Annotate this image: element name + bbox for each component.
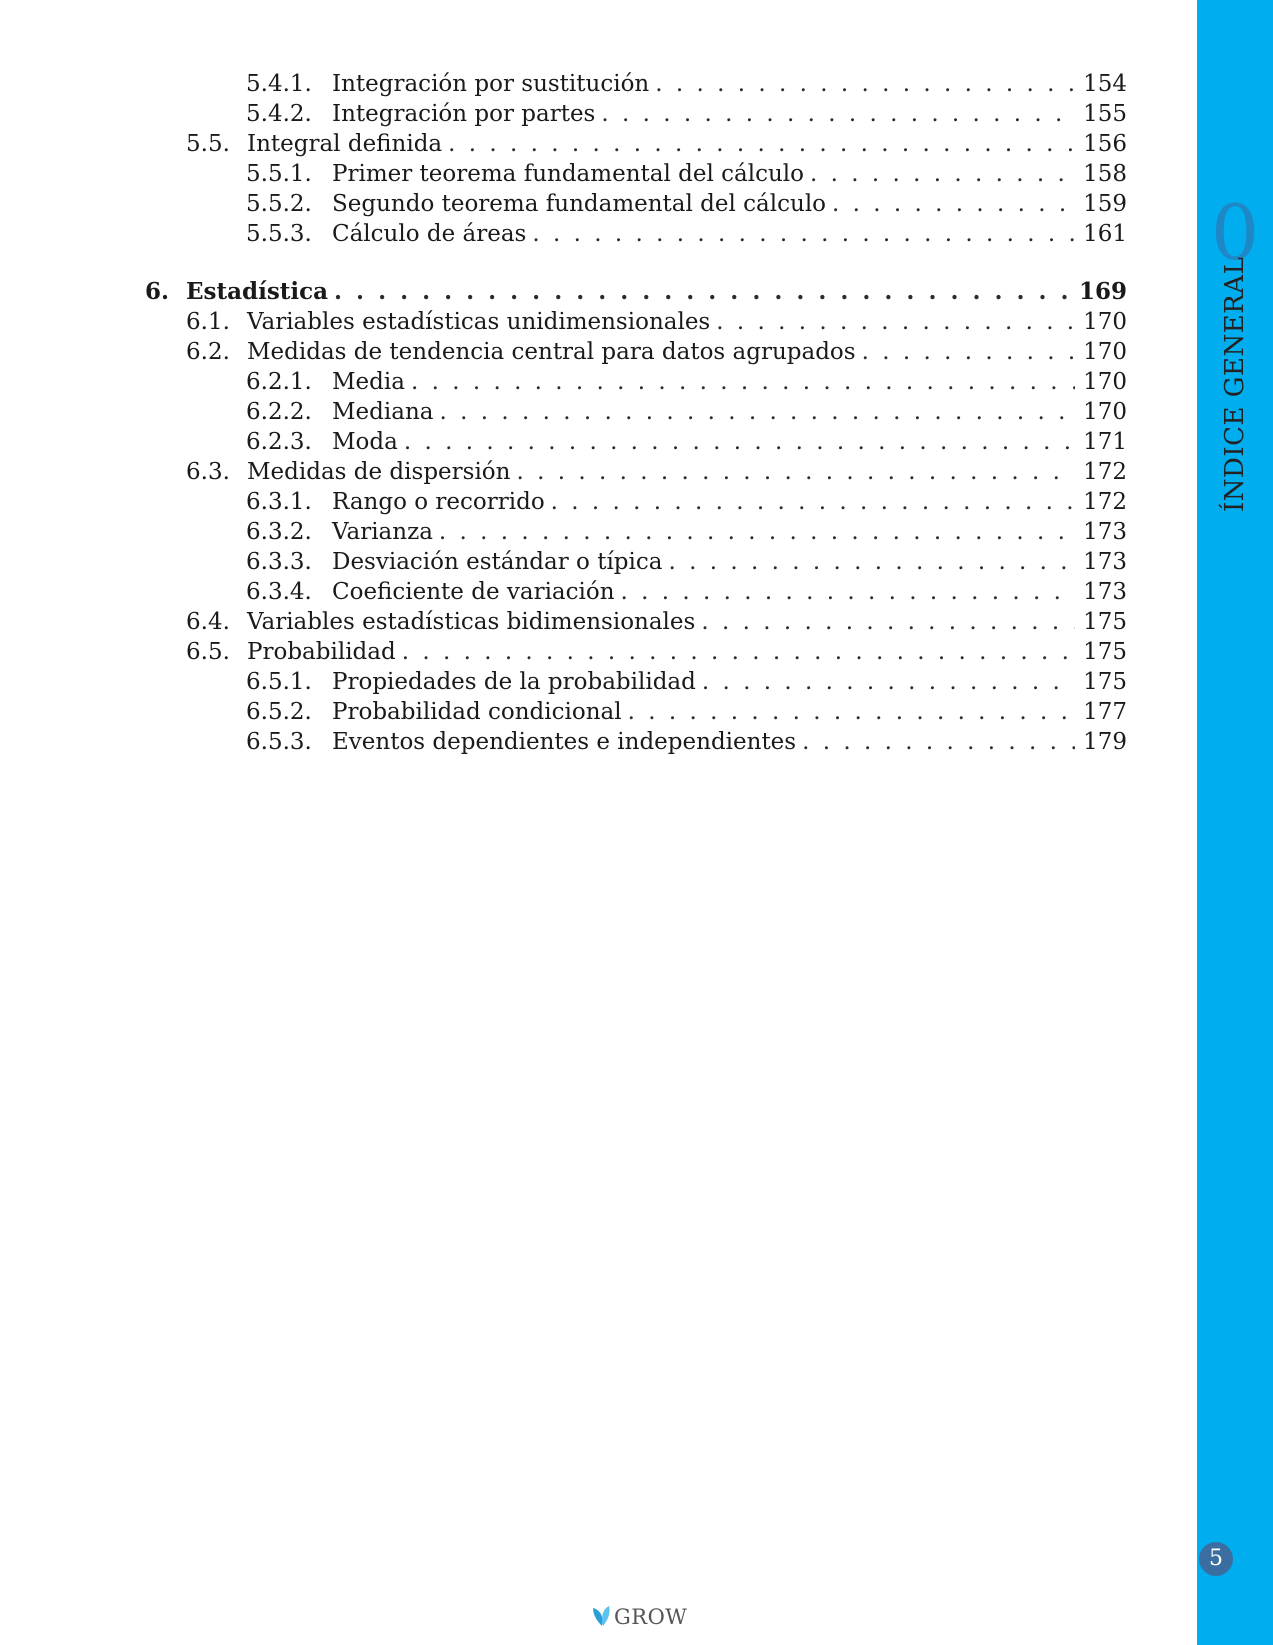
footer-logo [590, 1603, 687, 1631]
toc-entry-number: 5.5. [186, 131, 230, 157]
toc-entry-page: 159 [1083, 191, 1127, 217]
dot-leader [628, 697, 1075, 727]
toc-entry[interactable] [246, 397, 1127, 427]
toc-entry-number: 6.3. [186, 459, 230, 485]
dot-leader [802, 727, 1075, 757]
toc-entry-page: 179 [1083, 729, 1127, 755]
dot-leader [411, 367, 1075, 397]
toc-entry-number: 6.3.4. [246, 579, 312, 605]
toc-entry-page: 169 [1078, 278, 1127, 305]
toc-entry[interactable] [246, 577, 1127, 607]
leaf-logo-icon [590, 1604, 612, 1630]
toc-entry[interactable] [186, 337, 1127, 367]
toc-entry[interactable] [246, 427, 1127, 457]
toc-entry-page: 175 [1083, 609, 1127, 635]
toc-entry[interactable] [246, 69, 1127, 99]
toc-entry-page: 155 [1083, 101, 1127, 127]
toc-entry-title: Cálculo de áreas [332, 221, 527, 247]
dot-leader [404, 427, 1075, 457]
toc-entry-number: 6. [145, 278, 170, 305]
toc-entry-page: 173 [1083, 549, 1127, 575]
toc-entry[interactable] [246, 727, 1127, 757]
toc-entry-title: Integral definida [247, 131, 443, 157]
toc-entry[interactable] [186, 457, 1127, 487]
dot-leader [621, 577, 1075, 607]
dot-leader [702, 667, 1075, 697]
toc-entry-page: 172 [1083, 459, 1127, 485]
dot-leader [668, 547, 1075, 577]
dot-leader [716, 307, 1075, 337]
toc-entry[interactable] [246, 219, 1127, 249]
toc-entry-page: 175 [1083, 639, 1127, 665]
toc-entry-number: 6.5. [186, 639, 230, 665]
toc-entry[interactable] [186, 307, 1127, 337]
toc-entry-number: 6.2. [186, 339, 230, 365]
toc-entry-title: Variables estadísticas unidimensionales [247, 309, 711, 335]
page-number-badge: 5 [1199, 1542, 1233, 1576]
dot-leader [448, 129, 1075, 159]
dot-leader [701, 607, 1075, 637]
toc-entry-title: Integración por sustitución [332, 71, 650, 97]
toc-entry-page: 173 [1083, 579, 1127, 605]
toc-entry[interactable] [246, 667, 1127, 697]
dot-leader [655, 69, 1075, 99]
toc-entry[interactable] [246, 189, 1127, 219]
toc-entry-page: 170 [1083, 399, 1127, 425]
dot-leader [862, 337, 1075, 367]
toc-entry-page: 170 [1083, 369, 1127, 395]
toc-entry-title: Eventos dependientes e independientes [332, 729, 797, 755]
dot-leader [810, 159, 1075, 189]
toc-entry-number: 5.4.1. [246, 71, 312, 97]
toc-entry-title: Varianza [332, 519, 433, 545]
toc-entry-page: 161 [1083, 221, 1127, 247]
toc-entry-page: 177 [1083, 699, 1127, 725]
toc-entry[interactable] [246, 159, 1127, 189]
toc-entry[interactable] [246, 99, 1127, 129]
toc-entry[interactable] [186, 129, 1127, 159]
logo-text: GROW [614, 1605, 688, 1629]
toc-entry-title: Desviación estándar o típica [332, 549, 663, 575]
toc-entry-number: 6.5.2. [246, 699, 312, 725]
toc-entry-page: 154 [1083, 71, 1127, 97]
dot-leader [532, 219, 1075, 249]
toc-entry-title: Probabilidad condicional [332, 699, 622, 725]
toc-entry-title: Rango o recorrido [332, 489, 545, 515]
chapter-number: 0 [1210, 188, 1260, 277]
toc-entry[interactable] [186, 607, 1127, 637]
toc-entry-title: Mediana [332, 399, 434, 425]
dot-leader [439, 397, 1075, 427]
toc-entry-number: 6.4. [186, 609, 230, 635]
dot-leader [551, 487, 1075, 517]
dot-leader [402, 637, 1075, 667]
toc-entry-number: 5.4.2. [246, 101, 312, 127]
toc-chapter-entry[interactable] [145, 277, 1127, 307]
toc-entry-title: Estadística [186, 278, 329, 305]
toc-entry-number: 6.1. [186, 309, 230, 335]
toc-entry-number: 6.3.1. [246, 489, 312, 515]
toc-entry-title: Coeficiente de variación [332, 579, 615, 605]
toc-entry-number: 5.5.2. [246, 191, 312, 217]
toc-entry-page: 170 [1083, 339, 1127, 365]
toc-entry-page: 170 [1083, 309, 1127, 335]
toc-entry-number: 6.5.1. [246, 669, 312, 695]
toc-entry-page: 172 [1083, 489, 1127, 515]
toc-entry-number: 6.5.3. [246, 729, 312, 755]
dot-leader [516, 457, 1075, 487]
toc-entry[interactable] [246, 517, 1127, 547]
toc-entry-number: 6.3.3. [246, 549, 312, 575]
toc-entry-title: Integración por partes [332, 101, 596, 127]
toc-entry-title: Segundo teorema fundamental del cálculo [332, 191, 827, 217]
toc-entry-title: Probabilidad [247, 639, 396, 665]
toc-entry[interactable] [186, 637, 1127, 667]
toc-entry-title: Medidas de dispersión [247, 459, 511, 485]
toc-entry-title: Moda [332, 429, 398, 455]
dot-leader [439, 517, 1075, 547]
toc-entry-title: Medidas de tendencia central para datos agrupados [247, 339, 856, 365]
toc-entry-title: Primer teorema fundamental del cálculo [332, 161, 804, 187]
toc-entry-number: 5.5.1. [246, 161, 312, 187]
leader-spacer [334, 277, 1075, 307]
toc-entry-page: 156 [1083, 131, 1127, 157]
toc-entry-page: 173 [1083, 519, 1127, 545]
toc-entry-page: 171 [1083, 429, 1127, 455]
toc-entry-number: 6.2.2. [246, 399, 312, 425]
toc-entry[interactable] [246, 367, 1127, 397]
dot-leader [601, 99, 1075, 129]
toc-entry-number: 5.5.3. [246, 221, 312, 247]
toc-entry[interactable] [246, 487, 1127, 517]
dot-leader [832, 189, 1075, 219]
toc-entry-number: 6.2.3. [246, 429, 312, 455]
toc-entry[interactable] [246, 547, 1127, 577]
toc-entry-page: 175 [1083, 669, 1127, 695]
toc-entry-number: 6.2.1. [246, 369, 312, 395]
side-band-title: ÍNDICE GENERAL [1220, 256, 1250, 512]
toc-entry-page: 158 [1083, 161, 1127, 187]
toc-entry-number: 6.3.2. [246, 519, 312, 545]
toc-entry[interactable] [246, 697, 1127, 727]
toc-entry-title: Media [332, 369, 405, 395]
toc-entry-title: Variables estadísticas bidimensionales [247, 609, 696, 635]
toc-entry-title: Propiedades de la probabilidad [332, 669, 696, 695]
